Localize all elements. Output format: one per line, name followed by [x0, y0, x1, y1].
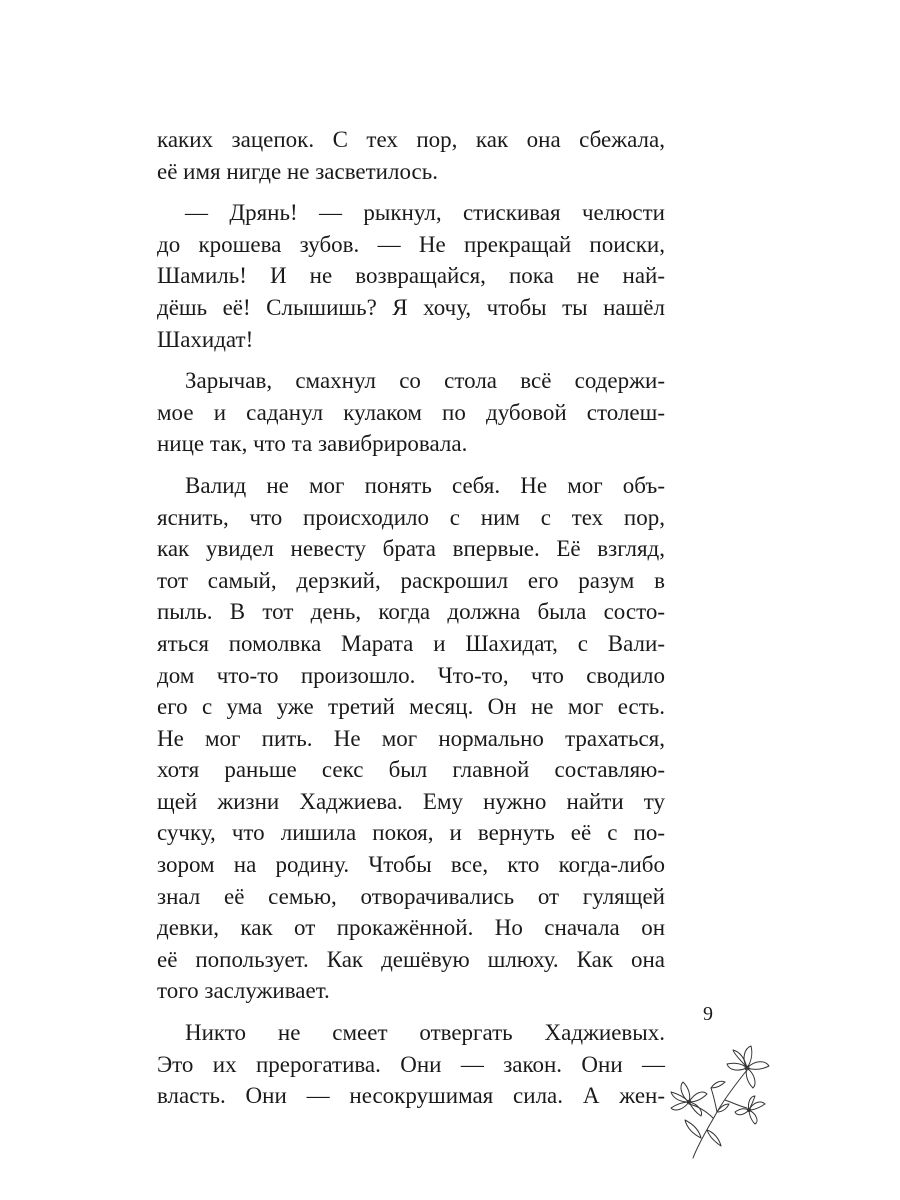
text-line: нице так, что та завибрировала. — [157, 431, 468, 457]
text-line: сучку, что лишила покоя, и вернуть её с по- — [157, 820, 665, 846]
text-line: дёшь её! Слышишь? Я хочу, чтобы ты нашёл — [157, 294, 665, 320]
text-line: её попользует. Как дешёвую шлюху. Как она — [157, 946, 665, 972]
text-line: яться помолвка Марата и Шахидат, с Вали- — [157, 630, 665, 656]
text-line: хотя раньше секс был главной составляю- — [157, 757, 665, 783]
text-line: Не мог пить. Не мог нормально трахаться, — [157, 725, 665, 751]
text-line: Валид не мог понять себя. Не мог объ- — [185, 472, 665, 498]
text-line: каких зацепок. С тех пор, как она сбежала, — [157, 127, 665, 152]
text-line: Шамиль! И не возвращайся, пока не най- — [157, 263, 665, 289]
text-line: дом что-то произошло. Что-то, что сводило — [157, 662, 665, 688]
text-line: Шахидат! — [157, 326, 254, 352]
page-body — [157, 124, 665, 1112]
text-line: Это их прерогатива. Они — закон. Они — — [157, 1051, 665, 1077]
text-line: Никто не смеет отвергать Хаджиевых. — [185, 1020, 665, 1046]
text-line: пыль. В тот день, когда должна была состо- — [157, 599, 665, 625]
flower-branch-icon — [655, 1040, 775, 1160]
page-number: 9 — [703, 1003, 713, 1025]
text-line: мое и саданул кулаком по дубовой столеш- — [157, 399, 665, 425]
text-line: яснить, что происходило с ним с тех пор, — [157, 504, 665, 530]
text-line: зором на родину. Чтобы все, кто когда-либо — [157, 852, 665, 878]
text-line: щей жизни Хаджиева. Ему нужно найти ту — [157, 788, 665, 814]
text-line: знал её семью, отворачивались от гулящей — [157, 883, 665, 909]
text-line: её имя нигде не засветилось. — [157, 158, 438, 184]
text-line: того заслуживает. — [157, 978, 330, 1004]
text-line: до крошева зубов. — Не прекращай поиски, — [157, 231, 665, 257]
text-line: — Дрянь! — рыкнул, стискивая челюсти — [185, 200, 665, 226]
text-line: как увидел невесту брата впервые. Её взгляд, — [157, 536, 665, 562]
text-line: Зарычав, смахнул со стола всё содержи- — [185, 368, 665, 394]
text-line: тот самый, дерзкий, раскрошил его разум в — [157, 567, 665, 593]
text-line: власть. Они — несокрушимая сила. А жен- — [157, 1083, 665, 1109]
text-line: его с ума уже третий месяц. Он не мог есть. — [157, 694, 665, 720]
text-line: девки, как от прокажённой. Но сначала он — [157, 915, 665, 941]
